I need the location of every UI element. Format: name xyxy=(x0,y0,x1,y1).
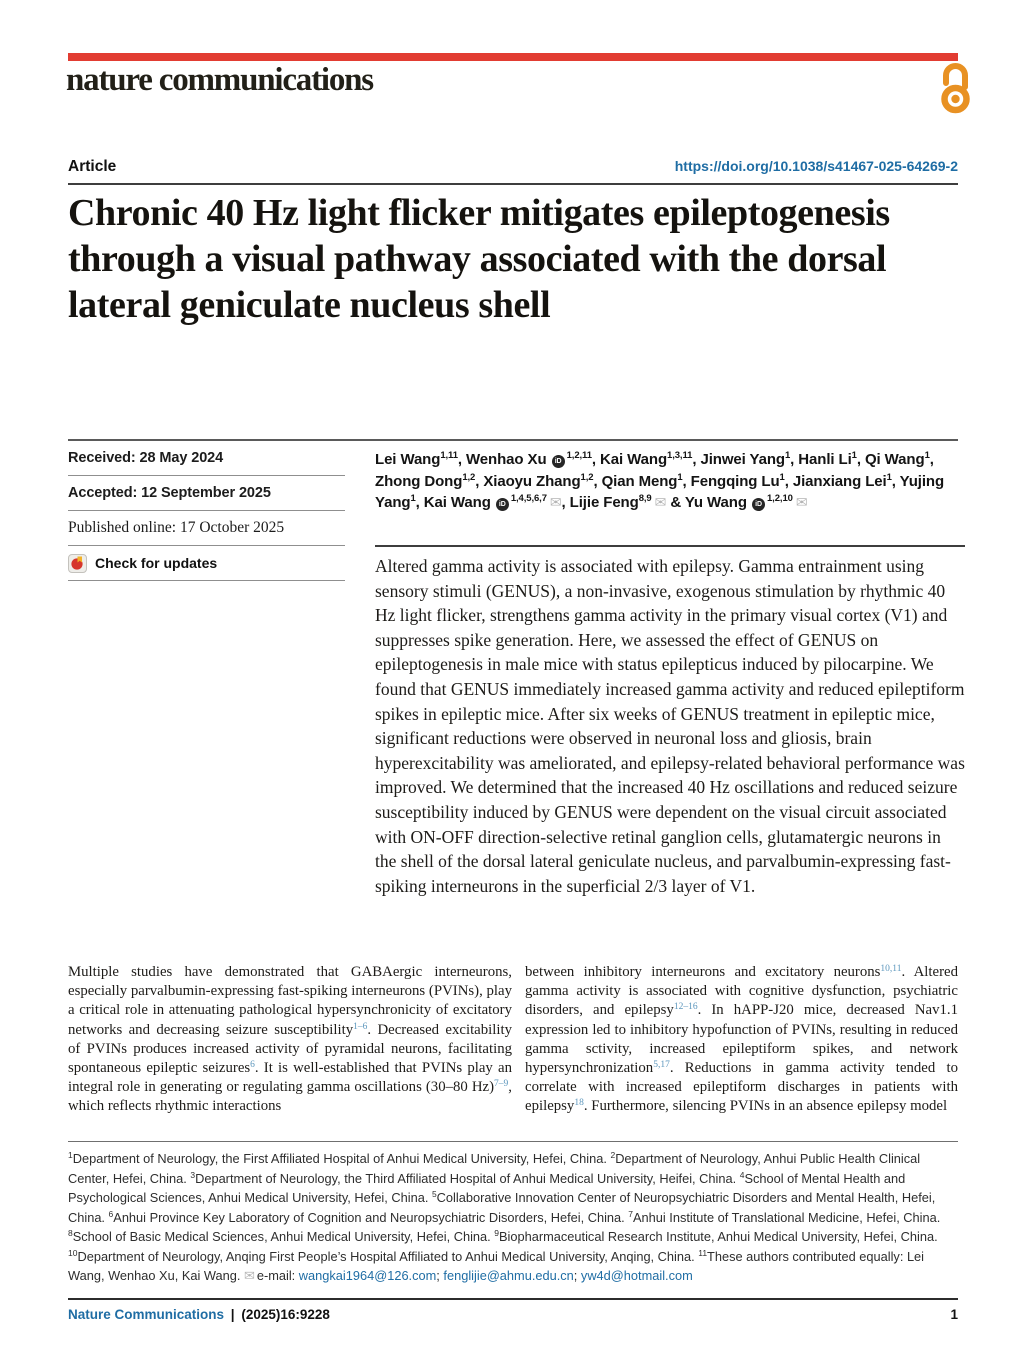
superscript-marker: 1 xyxy=(68,1150,73,1160)
header-divider xyxy=(68,183,958,185)
superscript-marker: 6 xyxy=(108,1208,114,1219)
orcid-icon[interactable]: iD xyxy=(552,455,565,468)
article-history-panel xyxy=(68,441,345,581)
received-date: Received: 28 May 2024 xyxy=(68,441,345,476)
citation-reference[interactable]: 10,11 xyxy=(880,964,902,974)
superscript-marker: 9 xyxy=(494,1228,500,1238)
affiliations-footnote: $^1$Department of Neurology, the First Affiliated Hospital of Anhui Medical University, Hefei, China. $^2$Department of Neurology, Anhui Public Health Clinical Center, Hefei, China. $^3$Department of Neurology, the Third Affiliated Hospital of Anhui Medical University, Heifei, China. $^4$School of Mental Health and Psychological Sciences, Anhui Medical University, Hefei, China. $^5$Collaborative Innovation Center of Neuropsychiatric Disorders and Mental Health, Hefei, China. $^6$Anhui Province Key Laboratory of Cognition and Neuropsychiatric Disorders, Hefei, China. $^7$Anhui Institute of Translational Medicine, Hefei, China. $^8$School of Basic Medical Sciences, Anhui Medical University, Hefei, China. $^9$Biopharmaceutical Research Institute, Anhui Medical University, Hefei, China. $^{10}$Department of Neurology, Anqing First People’s Hospital Affiliated to Anhui Medical University, Anqing, China. $^{11}$These authors contributed equally: Lei Wang, Wenhao Xu, Kai Wang. ✉ e-mail: wangkai1964@126.com; fenglijie@ahmu.edu.cn; yw4d@hotmail.com xyxy=(68,1150,941,1283)
check-for-updates-badge[interactable] xyxy=(68,546,345,581)
citation-reference[interactable]: 5,17 xyxy=(653,1060,670,1071)
footer-citation xyxy=(68,1307,330,1322)
footer-citation-text: (2025)16:9228 xyxy=(241,1307,330,1322)
superscript-marker: 1 xyxy=(784,450,791,461)
published-date: Published online: 17 October 2025 xyxy=(68,511,345,546)
superscript-marker: 8,9 xyxy=(638,493,652,504)
email-link[interactable]: wangkai1964@126.com xyxy=(298,1268,437,1283)
page-footer xyxy=(68,1307,958,1322)
superscript-marker: 1,2,11 xyxy=(566,450,592,461)
article-title: Chronic 40 Hz light flicker mitigates epileptogenesis through a visual pathway associated with the dorsal lateral geniculate nucleus shell xyxy=(68,192,890,326)
footer-journal-link[interactable]: Nature Communications xyxy=(68,1307,225,1322)
abstract-text: Altered gamma activity is associated with epilepsy. Gamma entrainment using sensory stimuli (GENUS), a non-invasive, exogenous stimulation by rhythmic 40 Hz light flicker, strengthens gamma activity in the primary visual cortex (V1) and suppresses spike generation. Here, we assessed the effect of GENUS on epileptogenesis in male mice with status epilepticus induced by pilocarpine. We found that GENUS immediately increased gamma activity and reduced epileptiform spikes in epileptic mice. After six weeks of GENUS treatment in epileptic mice, significant reductions were observed in neuronal loss and gliosis, brain hyperexcitability was ameliorated, and epilepsy-related behavioral performance was improved. We determined that the increased 40 Hz oscillations and reduced seizure susceptibility induced by GENUS were dependent on the visual circuit associated with ON-OFF direction-selective retinal ganglion cells, glutamatergic neurons in the shell of the dorsal lateral geniculate nucleus, and parvalbumin-expressing fast-spiking interneurons in the superficial 2/3 layer of V1. xyxy=(375,556,965,896)
email-icon[interactable]: ✉ xyxy=(243,1268,255,1283)
body-column-left: Multiple studies have demonstrated that GABAergic interneurons, especially parvalbumin-expressing fast-spiking interneurons (PVINs), play a critical role in attenuating pathological hypersynchronicity of excitatory networks and decreasing seizure susceptibility$^{1-6}$. Decreased excitability of PVINs produces increased activity of pyramidal neurons, facilitating spontaneous epileptic seizures$^6$. It is well-established that PVINs play an integral role in generating or regulating gamma oscillations (30–80 Hz)$^{7-9}$, which reflects rhythmic interactions xyxy=(68,964,512,1115)
superscript-marker: 1 xyxy=(779,471,785,483)
email-icon[interactable]: ✉ xyxy=(795,494,808,510)
superscript-marker: 5 xyxy=(431,1189,437,1199)
doi-link[interactable]: https://doi.org/10.1038/s41467-025-64269-2 xyxy=(674,158,958,174)
body-column-right: between inhibitory interneurons and excitatory neurons$^{10,11}$. Altered gamma activity is associated with cognitive dysfunction, psychiatric disorders, and epilepsy$^{12-16}$. In hAPP-J20 mice, decreased Nav1.1 expression led to inhibitory hypofunction of PVINs, resulting in reduced gamma sctivity, increased epileptiform spikes, and network hypersynchronization$^{5,17}$. Reductions in gamma activity tended to correlate with increased epileptiform discharges in patients with epilepsy$^{18}$. Furthermore, silencing PVINs in an absence epilepsy model xyxy=(525,964,958,1115)
superscript-marker: 1 xyxy=(677,471,683,483)
superscript-marker: 11 xyxy=(698,1247,708,1258)
body-columns xyxy=(68,963,958,1117)
citation-reference[interactable]: 18 xyxy=(574,1098,584,1109)
email-link[interactable]: yw4d@hotmail.com xyxy=(580,1268,693,1283)
page-number: 1 xyxy=(950,1307,958,1322)
footer-divider xyxy=(68,1298,958,1300)
superscript-marker: 7 xyxy=(628,1208,633,1219)
superscript-marker: 1 xyxy=(851,450,857,461)
citation-reference[interactable]: 1–6 xyxy=(353,1021,368,1032)
crossmark-icon xyxy=(68,554,87,573)
superscript-marker: 1,3,11 xyxy=(667,450,693,461)
author-list: Lei Wang$^{1,11}$, Wenhao Xu iD$^{1,2,11}$, Kai Wang$^{1,3,11}$, Jinwei Yang$^1$, Hanli Li$^1$, Qi Wang$^1$, Zhong Dong$^{1,2}$, Xiaoyu Zhang$^{1,2}$, Qian Meng$^1$, Fengqing Lu$^1$, Jianxiang Lei$^1$, Yujing Yang$^1$, Kai Wang iD$^{1,4,5,6,7}$ ✉, Lijie Feng$^{8,9}$ ✉ & Yu Wang iD$^{1,2,10}$ ✉ xyxy=(375,450,945,511)
superscript-marker: 1,2 xyxy=(462,471,476,483)
superscript-marker: 1,2,10 xyxy=(767,493,793,504)
superscript-marker: 1 xyxy=(886,471,892,483)
superscript-marker: 10 xyxy=(68,1247,78,1258)
journal-logo: nature communications xyxy=(66,62,373,98)
superscript-marker: 8 xyxy=(68,1228,73,1238)
superscript-marker: 2 xyxy=(610,1150,616,1160)
masthead-red-bar xyxy=(68,53,958,61)
superscript-marker: 1,11 xyxy=(440,450,458,461)
superscript-marker: 1 xyxy=(924,450,930,461)
accepted-date: Accepted: 12 September 2025 xyxy=(68,476,345,511)
superscript-marker: 1 xyxy=(410,493,416,504)
article-type-label: Article xyxy=(68,158,117,175)
email-link[interactable]: fenglijie@ahmu.edu.cn xyxy=(443,1268,574,1283)
article-header-row xyxy=(68,158,958,176)
superscript-marker: 3 xyxy=(190,1169,196,1180)
orcid-icon[interactable]: iD xyxy=(496,498,509,511)
superscript-marker: 1,4,5,6,7 xyxy=(510,493,547,504)
footer-separator: | xyxy=(230,1307,235,1322)
superscript-marker: 4 xyxy=(739,1169,745,1180)
open-access-icon xyxy=(934,61,976,115)
check-for-updates-label: Check for updates xyxy=(95,555,218,571)
citation-reference[interactable]: 7–9 xyxy=(494,1079,509,1090)
email-icon[interactable]: ✉ xyxy=(549,494,562,510)
abstract-divider xyxy=(375,545,965,547)
orcid-icon[interactable]: iD xyxy=(752,498,765,511)
citation-reference[interactable]: 6 xyxy=(250,1060,255,1071)
citation-reference[interactable]: 12–16 xyxy=(673,1002,698,1013)
footnote-divider xyxy=(68,1141,958,1142)
email-icon[interactable]: ✉ xyxy=(654,494,667,510)
superscript-marker: 1,2 xyxy=(580,471,594,483)
